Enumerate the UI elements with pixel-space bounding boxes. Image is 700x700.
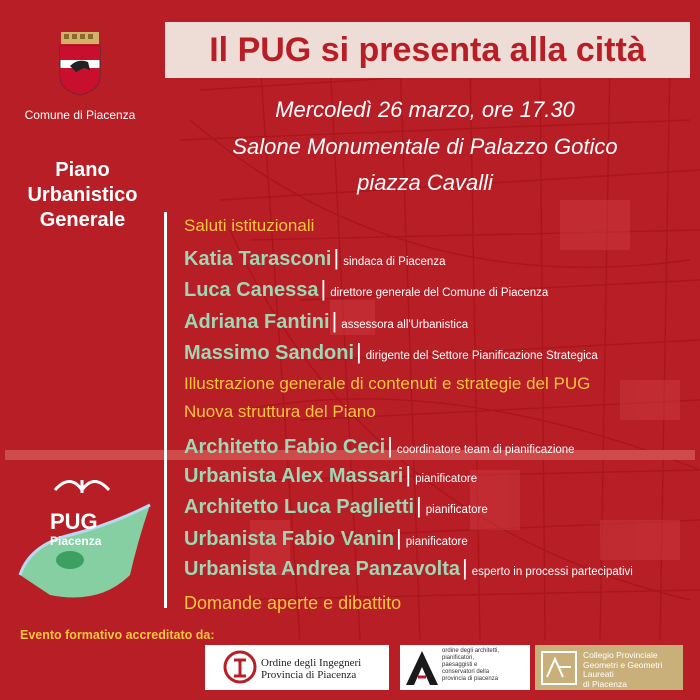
geometri-text [583, 651, 683, 689]
plan-name-line-1: Piano [55, 159, 110, 181]
speaker-role: pianificatore [405, 536, 468, 548]
separator: | [356, 339, 362, 364]
speaker-row [184, 462, 477, 488]
speaker-name: Luca Canessa [184, 279, 319, 301]
piacenza-coat-of-arms [58, 32, 102, 96]
pug-logo-graphic [10, 465, 160, 615]
speaker-name: Urbanista Fabio Vanin [184, 528, 395, 550]
speaker-name: Adriana Fantini [184, 311, 330, 333]
speaker-row [184, 433, 575, 459]
architetti-text: ordine degli architetti, pianificatori, paesaggisti e conservatori della provincia di piacenza [442, 648, 500, 682]
speaker-row [184, 245, 445, 271]
speaker-role: esperto in processi partecipativi [471, 566, 633, 578]
event-venue: Salone Monumentale di Palazzo Gotico [232, 134, 618, 159]
program-vertical-bar [164, 212, 167, 608]
speaker-name: Massimo Sandoni [184, 342, 355, 364]
program-illustration: Illustrazione generale di contenuti e strategie del PUG [184, 374, 591, 393]
speaker-row [184, 555, 633, 581]
ingegneri-line-1: Ordine degli Ingegneri [261, 657, 362, 669]
ingegneri-logo [205, 645, 389, 690]
pug-piacenza-logo [10, 465, 160, 615]
speaker-role: sindaca di Piacenza [343, 256, 446, 268]
geometri-line-3: di Piacenza [583, 678, 627, 689]
speaker-role: assessora all'Urbanistica [341, 319, 469, 331]
program-closing: Domande aperte e dibattito [184, 593, 402, 613]
accreditation-label: Evento formativo accreditato da: [20, 628, 215, 642]
speaker-row [184, 339, 598, 365]
title-banner [165, 22, 690, 78]
separator: | [333, 245, 340, 270]
separator: | [405, 462, 412, 487]
separator: | [331, 308, 338, 333]
plan-name-line-2: Urbanistico [27, 184, 138, 206]
speaker-role: dirigente del Settore Pianificazione Strategica [365, 350, 598, 362]
speaker-row [184, 525, 468, 551]
geometri-logo [535, 645, 683, 690]
pug-logo-text: PUG [50, 509, 98, 534]
architetti-emblem [404, 649, 440, 687]
speaker-role: direttore generale del Comune di Piacenza [330, 287, 549, 299]
architetti-logo [400, 645, 530, 690]
program-greetings: Saluti istituzionali [184, 216, 315, 235]
speaker-row [184, 493, 488, 519]
speaker-role: coordinatore team di pianificazione [396, 444, 575, 456]
speaker-row [184, 276, 548, 302]
geometri-emblem [541, 651, 577, 685]
ingegneri-line-2: Provincia di Piacenza [261, 669, 357, 681]
program-structure: Nuova struttura del Piano [184, 402, 376, 421]
speaker-role: pianificatore [415, 473, 478, 485]
speaker-name: Architetto Luca Paglietti [184, 496, 415, 518]
geometri-line-2: Geometri e Geometri Laureati [583, 659, 663, 679]
municipality-name: Comune di Piacenza [24, 108, 136, 122]
speaker-name: Urbanista Alex Massari [184, 465, 404, 487]
geometri-line-1: Collegio Provinciale [583, 650, 658, 660]
ingegneri-emblem [223, 650, 257, 684]
speaker-name: Urbanista Andrea Panzavolta [184, 558, 461, 580]
speaker-row [184, 308, 468, 334]
separator: | [320, 276, 327, 301]
plan-name-line-3: Generale [39, 209, 126, 231]
event-date-time: Mercoledì 26 marzo, ore 17.30 [275, 97, 575, 122]
speaker-role: pianificatore [425, 504, 488, 516]
pug-logo-subtext: Piacenza [50, 534, 102, 548]
separator: | [396, 525, 402, 550]
speaker-name: Architetto Fabio Ceci [184, 436, 386, 458]
separator: | [387, 433, 393, 458]
plan-name [0, 158, 165, 233]
event-square: piazza Cavalli [357, 170, 493, 195]
page-title: Il PUG si presenta alla città [209, 31, 646, 69]
separator: | [416, 493, 422, 518]
separator: | [462, 555, 468, 580]
ingegneri-text [261, 657, 361, 681]
speaker-name: Katia Tarasconi [184, 248, 332, 270]
